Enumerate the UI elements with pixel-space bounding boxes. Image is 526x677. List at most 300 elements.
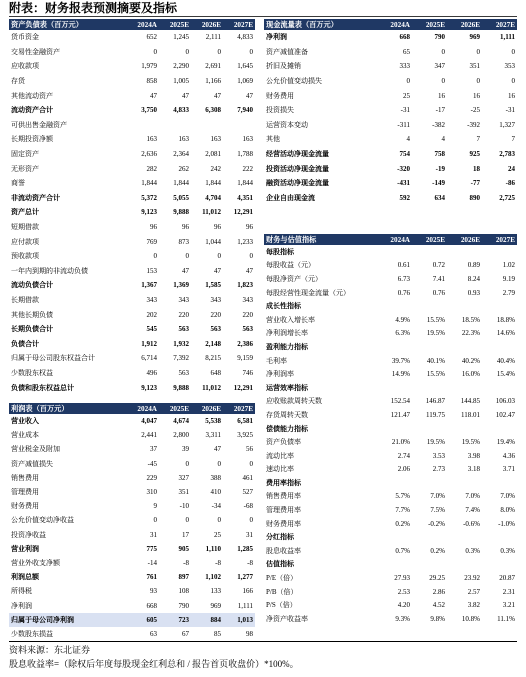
- balance-cell: 496: [146, 368, 157, 377]
- cashflow-row: [264, 88, 517, 103]
- balance-cell: 563: [178, 368, 189, 377]
- cashflow-cell: 754: [399, 150, 410, 159]
- cashflow-header-title: 现金流量表（百万元）: [266, 20, 338, 29]
- balance-cell: 153: [146, 266, 157, 275]
- balance-row-label: 其他长期负债: [11, 310, 53, 319]
- metrics-row: [264, 395, 517, 409]
- balance-row: [9, 264, 255, 279]
- balance-cell: 858: [146, 77, 157, 86]
- balance-cell: 9,159: [237, 354, 253, 363]
- balance-row-label: 流动资产合计: [11, 106, 53, 115]
- income-row-label: 营业税金及附加: [11, 445, 60, 454]
- income-row: [9, 556, 255, 570]
- balance-cell: 163: [242, 135, 253, 144]
- balance-row: [9, 249, 255, 264]
- income-row: [9, 428, 255, 442]
- balance-row-label: 负债合计: [11, 339, 39, 348]
- metrics-header: [264, 234, 517, 245]
- income-cell: 0: [249, 516, 253, 525]
- metrics-row: [264, 463, 517, 477]
- balance-cell: 0: [249, 252, 253, 261]
- balance-cell: 1,979: [141, 62, 157, 71]
- income-cell: 39: [182, 445, 189, 454]
- cashflow-cell: 0: [511, 77, 515, 86]
- metrics-cell: 19.5%: [426, 438, 445, 447]
- cashflow-cell: -17: [435, 106, 445, 115]
- cashflow-row: [264, 103, 517, 118]
- balance-cell: 163: [178, 135, 189, 144]
- income-cell: 0: [185, 459, 189, 468]
- metrics-section-row: [264, 476, 517, 490]
- balance-cell: 1,166: [205, 77, 221, 86]
- cashflow-cell: 16: [438, 91, 445, 100]
- metrics-cell: 14.9%: [391, 370, 410, 379]
- metrics-cell: 10.8%: [461, 614, 480, 623]
- income-cell: -8: [215, 558, 221, 567]
- balance-row-label: 长期投资净额: [11, 135, 53, 144]
- income-header-year: 2025E: [169, 404, 189, 413]
- metrics-row-label: 运营效率指标: [266, 383, 308, 392]
- cashflow-cell: 790: [434, 33, 445, 42]
- balance-cell: 5,372: [141, 193, 157, 202]
- metrics-cell: 15.5%: [426, 370, 445, 379]
- metrics-cell: 5.7%: [395, 492, 410, 501]
- balance-cell: 769: [146, 237, 157, 246]
- balance-row: [9, 366, 255, 381]
- balance-sheet-table: [9, 19, 255, 395]
- metrics-row: [264, 585, 517, 599]
- income-cell: 31: [246, 530, 253, 539]
- metrics-cell: 7.4%: [465, 506, 480, 515]
- metrics-row: [264, 435, 517, 449]
- balance-row: [9, 293, 255, 308]
- balance-cell: 6,714: [141, 354, 157, 363]
- cashflow-row: [264, 161, 517, 176]
- cashflow-cell: -19: [435, 164, 445, 173]
- metrics-cell: 0.2%: [395, 519, 410, 528]
- cashflow-row-label: 投资损失: [266, 106, 294, 115]
- income-cell: 3,925: [237, 431, 253, 440]
- balance-cell: 1,585: [205, 281, 221, 290]
- balance-row-label: 固定资产: [11, 150, 39, 159]
- cashflow-row: [264, 191, 517, 206]
- income-cell: 0: [249, 459, 253, 468]
- income-row-label: 资产减值损失: [11, 459, 53, 468]
- metrics-row: [264, 490, 517, 504]
- balance-cell: 3,750: [141, 106, 157, 115]
- metrics-row-label: 每股净资产（元）: [266, 274, 322, 283]
- balance-cell: 220: [178, 310, 189, 319]
- metrics-cell: 8.0%: [500, 506, 515, 515]
- income-cell: -68: [243, 502, 253, 511]
- balance-cell: 163: [210, 135, 221, 144]
- income-row: [9, 513, 255, 527]
- balance-row: [9, 191, 255, 206]
- income-header: [9, 403, 255, 414]
- cashflow-cell: 24: [508, 164, 515, 173]
- metrics-cell: 0.76: [432, 288, 445, 297]
- metrics-cell: 2.31: [502, 587, 515, 596]
- metrics-cell: 152.54: [390, 397, 410, 406]
- balance-row: [9, 88, 255, 103]
- balance-row-label: 一年内到期的非流动负债: [11, 266, 88, 275]
- balance-row: [9, 278, 255, 293]
- metrics-cell: 18.8%: [496, 315, 515, 324]
- balance-cell: 0: [249, 47, 253, 56]
- income-cell: 310: [146, 488, 157, 497]
- balance-row-label: 应付款项: [11, 237, 39, 246]
- cashflow-row-label: 融资活动净现金流量: [266, 179, 329, 188]
- cashflow-row: [264, 132, 517, 147]
- income-header-year: 2024A: [137, 404, 157, 413]
- balance-row: [9, 30, 255, 45]
- balance-cell: 1,069: [237, 77, 253, 86]
- metrics-row-label: 存货周转天数: [266, 410, 308, 419]
- metrics-row-label: 费用率指标: [266, 478, 301, 487]
- income-row-label: 管理费用: [11, 488, 39, 497]
- balance-cell: 12,291: [233, 383, 253, 392]
- metrics-row-label: 分红指标: [266, 533, 294, 542]
- metrics-section-row: [264, 299, 517, 313]
- metrics-row-label: 净利润率: [266, 370, 294, 379]
- metrics-cell: 19.4%: [496, 438, 515, 447]
- cashflow-row: [264, 45, 517, 60]
- metrics-cell: 40.4%: [496, 356, 515, 365]
- balance-cell: 282: [146, 164, 157, 173]
- balance-cell: 563: [210, 325, 221, 334]
- balance-cell: 2,290: [173, 62, 189, 71]
- footer-divider: [9, 641, 517, 642]
- balance-row-label: 交易性金融资产: [11, 47, 60, 56]
- balance-row: [9, 103, 255, 118]
- income-row-label: 公允价值变动净收益: [11, 516, 74, 525]
- income-cell: 47: [214, 445, 221, 454]
- balance-cell: 0: [153, 252, 157, 261]
- metrics-cell: 0.76: [397, 288, 410, 297]
- income-row-label: 财务费用: [11, 502, 39, 511]
- balance-cell: 163: [146, 135, 157, 144]
- income-cell: 790: [178, 601, 189, 610]
- balance-row: [9, 59, 255, 74]
- cashflow-row-label: 财务费用: [266, 91, 294, 100]
- income-cell: 133: [210, 587, 221, 596]
- balance-row: [9, 322, 255, 337]
- balance-cell: 563: [178, 325, 189, 334]
- cashflow-cell: 4: [441, 135, 445, 144]
- cashflow-cell: 0: [406, 77, 410, 86]
- metrics-cell: 4.36: [502, 451, 515, 460]
- income-cell: 1,111: [237, 601, 253, 610]
- income-row-label: 营业外收支净额: [11, 558, 60, 567]
- balance-cell: 4,351: [237, 193, 253, 202]
- source-note: 资料来源：东北证券: [9, 645, 91, 655]
- balance-cell: 1,844: [173, 179, 189, 188]
- cashflow-cell: 7: [476, 135, 480, 144]
- metrics-cell: 4.20: [397, 601, 410, 610]
- metrics-cell: 2.73: [432, 465, 445, 474]
- balance-row-label: 预收款项: [11, 252, 39, 261]
- metrics-cell: 106.03: [495, 397, 515, 406]
- balance-cell: 9,888: [173, 383, 189, 392]
- metrics-section-row: [264, 381, 517, 395]
- cashflow-cell: 1,111: [500, 33, 515, 42]
- cashflow-cell: 351: [469, 62, 480, 71]
- balance-cell: 96: [182, 223, 189, 232]
- cashflow-cell: 758: [434, 150, 445, 159]
- metrics-row: [264, 327, 517, 341]
- income-cell: 4,674: [173, 417, 189, 426]
- metrics-cell: 6.3%: [395, 329, 410, 338]
- cashflow-row-label: 折旧及摊销: [266, 62, 301, 71]
- cashflow-cell: 4: [406, 135, 410, 144]
- metrics-cell: 21.0%: [391, 438, 410, 447]
- balance-cell: 2,111: [205, 33, 221, 42]
- balance-cell: 343: [210, 295, 221, 304]
- income-row: [9, 442, 255, 456]
- metrics-row: [264, 571, 517, 585]
- cashflow-row: [264, 147, 517, 162]
- cashflow-cell: -86: [505, 179, 515, 188]
- metrics-section-row: [264, 530, 517, 544]
- metrics-row-label: 速动比率: [266, 465, 294, 474]
- cashflow-cell: -149: [432, 179, 445, 188]
- balance-cell: 9,888: [173, 208, 189, 217]
- balance-cell: 1,823: [237, 281, 253, 290]
- balance-cell: 220: [210, 310, 221, 319]
- cashflow-row: [264, 59, 517, 74]
- balance-cell: 2,364: [173, 150, 189, 159]
- metrics-cell: 3.53: [432, 451, 445, 460]
- balance-header-year: 2025E: [169, 20, 189, 29]
- income-cell: 723: [178, 615, 189, 624]
- cashflow-cell: -382: [432, 120, 445, 129]
- balance-cell: 9,123: [141, 383, 157, 392]
- balance-cell: 1,645: [237, 62, 253, 71]
- metrics-section-row: [264, 340, 517, 354]
- cashflow-cell: 18: [473, 164, 480, 173]
- metrics-cell: 2.53: [397, 587, 410, 596]
- balance-cell: 4,833: [173, 106, 189, 115]
- income-cell: 98: [246, 629, 253, 638]
- income-row-label: 营业收入: [11, 417, 39, 426]
- cashflow-header: [264, 19, 517, 30]
- income-cell: 905: [178, 544, 189, 553]
- income-row-label: 净利润: [11, 601, 32, 610]
- income-cell: -45: [147, 459, 157, 468]
- cashflow-cell: 668: [399, 33, 410, 42]
- cashflow-cell: 353: [504, 62, 515, 71]
- income-cell: 5,538: [205, 417, 221, 426]
- metrics-cell: 2.86: [432, 587, 445, 596]
- cashflow-cell: 7: [511, 135, 515, 144]
- balance-cell: 220: [242, 310, 253, 319]
- financial-metrics-table: [264, 234, 517, 626]
- metrics-cell: 15.4%: [496, 370, 515, 379]
- metrics-cell: 3.71: [502, 465, 515, 474]
- income-row-label: 少数股东损益: [11, 629, 53, 638]
- metrics-row-label: 销售费用率: [266, 492, 301, 501]
- income-cell: 166: [242, 587, 253, 596]
- balance-cell: 11,012: [202, 208, 221, 217]
- cashflow-table: [264, 19, 517, 205]
- metrics-row: [264, 503, 517, 517]
- metrics-cell: 7.5%: [430, 506, 445, 515]
- metrics-header-title: 财务与估值指标: [266, 235, 317, 244]
- metrics-row: [264, 272, 517, 286]
- income-cell: 67: [182, 629, 189, 638]
- balance-row: [9, 205, 255, 220]
- metrics-cell: 3.82: [467, 601, 480, 610]
- balance-header: [9, 19, 255, 30]
- metrics-cell: 0.93: [467, 288, 480, 297]
- metrics-row-label: 每股指标: [266, 247, 294, 256]
- balance-row-label: 货币资金: [11, 33, 39, 42]
- balance-row-label: 其他流动资产: [11, 91, 53, 100]
- balance-cell: 2,636: [141, 150, 157, 159]
- metrics-row-label: P/S（倍）: [266, 601, 297, 610]
- metrics-cell: 15.5%: [426, 315, 445, 324]
- page-title: 附表：财务报表预测摘要及指标: [9, 1, 178, 15]
- income-row: [9, 613, 255, 627]
- metrics-row-label: 应收账款周转天数: [266, 397, 322, 406]
- income-header-title: 利润表（百万元）: [11, 404, 69, 413]
- balance-cell: 1,245: [173, 33, 189, 42]
- balance-cell: 11,012: [202, 383, 221, 392]
- balance-cell: 262: [178, 164, 189, 173]
- metrics-cell: 7.0%: [500, 492, 515, 501]
- balance-row-label: 短期借款: [11, 223, 39, 232]
- metrics-cell: 3.18: [467, 465, 480, 474]
- balance-row: [9, 220, 255, 235]
- balance-row-label: 长期负债合计: [11, 325, 53, 334]
- metrics-cell: -0.6%: [463, 519, 480, 528]
- balance-cell: 0: [153, 47, 157, 56]
- income-row: [9, 471, 255, 485]
- metrics-row: [264, 408, 517, 422]
- metrics-cell: 0.3%: [500, 546, 515, 555]
- cashflow-cell: 969: [469, 33, 480, 42]
- balance-row-label: 归属于母公司股东权益合计: [11, 354, 95, 363]
- income-row: [9, 485, 255, 499]
- metrics-cell: 23.92: [464, 574, 480, 583]
- income-row-label: 营业利润: [11, 544, 39, 553]
- balance-row-label: 应收款项: [11, 62, 39, 71]
- balance-cell: 343: [146, 295, 157, 304]
- income-cell: 2,800: [173, 431, 189, 440]
- income-row: [9, 584, 255, 598]
- metrics-cell: 0.89: [467, 261, 480, 270]
- metrics-cell: 40.2%: [461, 356, 480, 365]
- income-cell: 1,110: [205, 544, 221, 553]
- cashflow-row-label: 资产减值准备: [266, 47, 308, 56]
- income-cell: 85: [214, 629, 221, 638]
- cashflow-cell: 890: [469, 193, 480, 202]
- metrics-row-label: P/E（倍）: [266, 574, 298, 583]
- metrics-cell: 29.25: [429, 574, 445, 583]
- cashflow-cell: -31: [400, 106, 410, 115]
- balance-cell: 563: [242, 325, 253, 334]
- balance-cell: 0: [185, 47, 189, 56]
- cashflow-cell: -77: [470, 179, 480, 188]
- balance-cell: 1,044: [205, 237, 221, 246]
- metrics-cell: 7.0%: [430, 492, 445, 501]
- balance-cell: 5,055: [173, 193, 189, 202]
- balance-header-year: 2024A: [137, 20, 157, 29]
- balance-cell: 545: [146, 325, 157, 334]
- metrics-cell: 6.73: [397, 274, 410, 283]
- cashflow-row-label: 投资活动净现金流量: [266, 164, 329, 173]
- balance-cell: 4,704: [205, 193, 221, 202]
- balance-cell: 96: [150, 223, 157, 232]
- income-cell: 668: [146, 601, 157, 610]
- balance-row-label: 资产总计: [11, 208, 39, 217]
- balance-row: [9, 336, 255, 351]
- cashflow-cell: 925: [469, 150, 480, 159]
- income-cell: 2,441: [141, 431, 157, 440]
- balance-row: [9, 380, 255, 395]
- balance-cell: 222: [242, 164, 253, 173]
- metrics-cell: 2.74: [397, 451, 410, 460]
- income-cell: 351: [178, 488, 189, 497]
- metrics-cell: 3.98: [467, 451, 480, 460]
- metrics-cell: 11.1%: [497, 614, 515, 623]
- cashflow-header-year: 2024A: [390, 20, 410, 29]
- balance-cell: 1,369: [173, 281, 189, 290]
- income-cell: -14: [147, 558, 157, 567]
- metrics-cell: 7.7%: [395, 506, 410, 515]
- metrics-cell: -1.0%: [498, 519, 515, 528]
- metrics-cell: 118.01: [461, 410, 480, 419]
- balance-row: [9, 176, 255, 191]
- metrics-cell: 39.7%: [391, 356, 410, 365]
- cashflow-cell: 0: [476, 47, 480, 56]
- balance-cell: 1,788: [237, 150, 253, 159]
- balance-cell: 47: [214, 266, 221, 275]
- income-cell: 0: [217, 459, 221, 468]
- income-row-label: 销售费用: [11, 473, 39, 482]
- balance-cell: 47: [246, 91, 253, 100]
- metrics-cell: 0.2%: [430, 546, 445, 555]
- balance-cell: 1,844: [141, 179, 157, 188]
- metrics-cell: 9.8%: [430, 614, 445, 623]
- income-cell: -8: [247, 558, 253, 567]
- income-cell: 0: [185, 516, 189, 525]
- balance-cell: 2,691: [205, 62, 221, 71]
- income-row-label: 利润总额: [11, 573, 39, 582]
- income-cell: 31: [150, 530, 157, 539]
- balance-row-label: 负债和股东权益总计: [11, 383, 74, 392]
- income-cell: 63: [150, 629, 157, 638]
- dividend-footnote: 股息收益率=（除权后年度每股现金红利总和 / 报告首页收盘价）*100%。: [9, 659, 299, 669]
- metrics-row: [264, 517, 517, 531]
- cashflow-row-label: 公允价值变动损失: [266, 77, 322, 86]
- income-row: [9, 570, 255, 584]
- balance-row: [9, 45, 255, 60]
- income-cell: 410: [210, 488, 221, 497]
- metrics-header-year: 2026E: [460, 235, 480, 244]
- metrics-row-label: 成长性指标: [266, 302, 301, 311]
- metrics-row-label: 股息收益率: [266, 546, 301, 555]
- cashflow-cell: 0: [511, 47, 515, 56]
- metrics-section-row: [264, 245, 517, 259]
- cashflow-cell: 25: [403, 91, 410, 100]
- balance-row-label: 非流动资产合计: [11, 193, 60, 202]
- metrics-cell: 16.0%: [461, 370, 480, 379]
- metrics-row: [264, 286, 517, 300]
- balance-cell: 47: [246, 266, 253, 275]
- metrics-section-row: [264, 558, 517, 572]
- income-cell: 775: [146, 544, 157, 553]
